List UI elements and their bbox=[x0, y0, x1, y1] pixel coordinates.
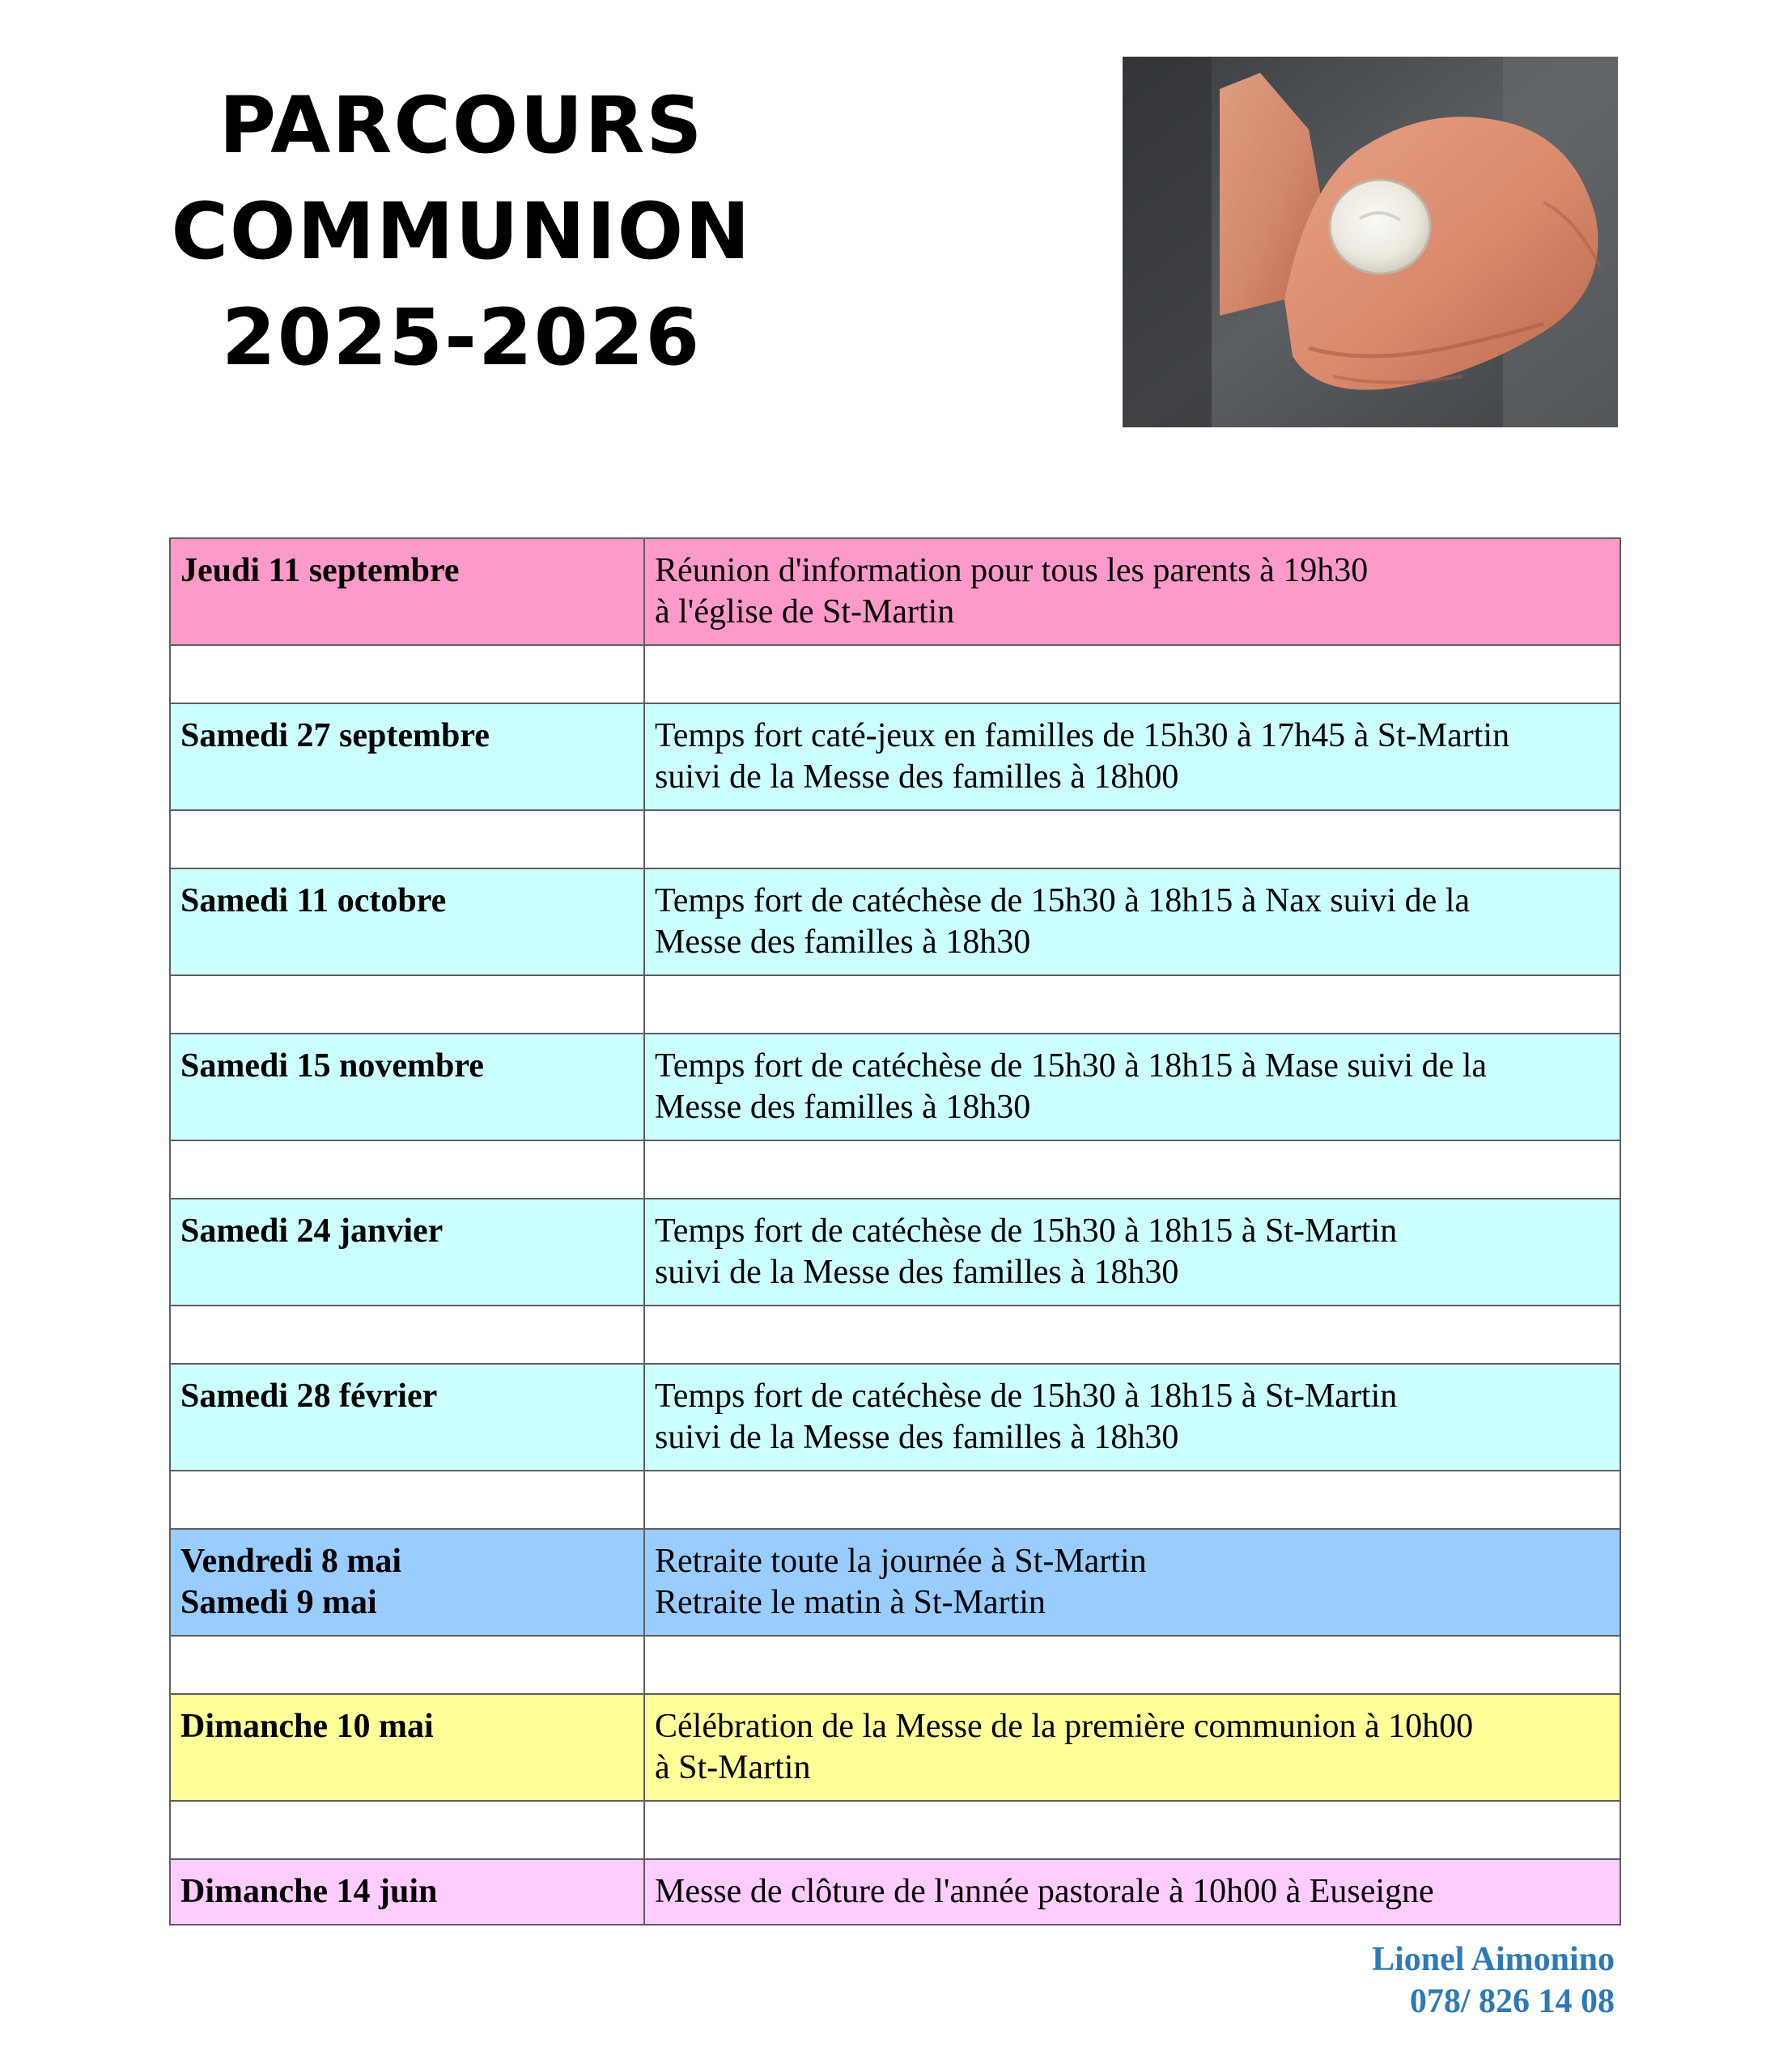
spacer-cell bbox=[170, 810, 644, 868]
spacer-row bbox=[170, 1636, 1620, 1694]
event-description-line: Messe des familles à 18h30 bbox=[655, 1089, 1031, 1126]
event-description-line: Messe des familles à 18h30 bbox=[655, 923, 1031, 961]
event-date-line: Jeudi 11 septembre bbox=[180, 552, 460, 589]
event-description-line: suivi de la Messe des familles à 18h30 bbox=[655, 1419, 1179, 1456]
contact-name: Lionel Aimonino bbox=[1372, 1941, 1615, 1978]
event-description bbox=[644, 538, 1620, 645]
event-description-line: Messe de clôture de l'année pastorale à 10h00 à Euseigne bbox=[655, 1873, 1434, 1910]
event-description bbox=[644, 868, 1620, 975]
title-line-2: COMMUNION bbox=[171, 186, 752, 277]
schedule-row bbox=[170, 1034, 1620, 1140]
event-description-line: Retraite toute la journée à St-Martin bbox=[655, 1543, 1147, 1580]
event-description-line: à l'église de St-Martin bbox=[655, 593, 955, 631]
spacer-cell bbox=[170, 645, 644, 703]
hands-holding-host-photo bbox=[1123, 57, 1618, 427]
event-date-line: Samedi 15 novembre bbox=[180, 1047, 484, 1085]
spacer-cell bbox=[644, 975, 1620, 1034]
event-date-line: Samedi 28 février bbox=[180, 1378, 438, 1415]
spacer-cell bbox=[644, 1636, 1620, 1694]
spacer-cell bbox=[644, 1801, 1620, 1859]
spacer-row bbox=[170, 810, 1620, 868]
event-description bbox=[644, 1859, 1620, 1925]
event-description-line: Temps fort de catéchèse de 15h30 à 18h15 à St-Martin bbox=[655, 1212, 1398, 1250]
event-description bbox=[644, 1199, 1620, 1306]
spacer-cell bbox=[644, 1306, 1620, 1364]
event-description bbox=[644, 1529, 1620, 1636]
event-date bbox=[170, 1529, 644, 1636]
event-date-line: Vendredi 8 mai bbox=[180, 1543, 402, 1580]
event-description-line: Célébration de la Messe de la première communion à 10h00 bbox=[655, 1708, 1474, 1745]
event-description-line: suivi de la Messe des familles à 18h00 bbox=[655, 758, 1179, 796]
spacer-row bbox=[170, 1801, 1620, 1859]
event-description-line: Temps fort de catéchèse de 15h30 à 18h15 à St-Martin bbox=[655, 1378, 1398, 1415]
event-date bbox=[170, 1034, 644, 1140]
schedule-row bbox=[170, 703, 1620, 810]
event-description-line: Réunion d'information pour tous les parents à 19h30 bbox=[655, 552, 1369, 589]
spacer-cell bbox=[644, 1471, 1620, 1529]
event-date bbox=[170, 868, 644, 975]
event-date-line: Samedi 9 mai bbox=[180, 1584, 377, 1621]
spacer-cell bbox=[170, 1801, 644, 1859]
spacer-row bbox=[170, 1140, 1620, 1199]
spacer-cell bbox=[170, 1636, 644, 1694]
event-date-line: Dimanche 14 juin bbox=[180, 1873, 438, 1910]
event-description-line: Temps fort de catéchèse de 15h30 à 18h15 à Nax suivi de la bbox=[655, 882, 1471, 919]
schedule-row bbox=[170, 1364, 1620, 1471]
schedule-row bbox=[170, 1859, 1620, 1925]
event-date-line: Dimanche 10 mai bbox=[180, 1708, 434, 1745]
contact-block bbox=[1372, 1938, 1615, 2023]
event-date-line: Samedi 27 septembre bbox=[180, 717, 490, 754]
schedule-table bbox=[169, 537, 1621, 1926]
spacer-row bbox=[170, 975, 1620, 1034]
event-description bbox=[644, 703, 1620, 810]
schedule-row bbox=[170, 1694, 1620, 1801]
title-line-1: PARCOURS bbox=[219, 80, 704, 171]
spacer-cell bbox=[644, 645, 1620, 703]
event-date-line: Samedi 24 janvier bbox=[180, 1212, 444, 1250]
spacer-row bbox=[170, 645, 1620, 703]
spacer-cell bbox=[170, 1471, 644, 1529]
event-date bbox=[170, 538, 644, 645]
event-description-line: Temps fort de catéchèse de 15h30 à 18h15 à Mase suivi de la bbox=[655, 1047, 1488, 1085]
page-title bbox=[129, 73, 793, 391]
spacer-cell bbox=[170, 1306, 644, 1364]
event-description-line: à St-Martin bbox=[655, 1749, 811, 1786]
event-date-line: Samedi 11 octobre bbox=[180, 882, 447, 919]
schedule-body bbox=[170, 538, 1620, 1925]
spacer-row bbox=[170, 1306, 1620, 1364]
event-date bbox=[170, 1859, 644, 1925]
event-date bbox=[170, 1199, 644, 1306]
schedule-row bbox=[170, 1529, 1620, 1636]
event-date bbox=[170, 1364, 644, 1471]
spacer-cell bbox=[170, 975, 644, 1034]
event-date bbox=[170, 703, 644, 810]
event-description bbox=[644, 1364, 1620, 1471]
event-description-line: Temps fort caté-jeux en familles de 15h30 à 17h45 à St-Martin bbox=[655, 717, 1510, 754]
spacer-cell bbox=[170, 1140, 644, 1199]
schedule-row bbox=[170, 1199, 1620, 1306]
spacer-row bbox=[170, 1471, 1620, 1529]
spacer-cell bbox=[644, 810, 1620, 868]
event-description-line: Retraite le matin à St-Martin bbox=[655, 1584, 1046, 1621]
event-date bbox=[170, 1694, 644, 1801]
contact-phone: 078/ 826 14 08 bbox=[1409, 1983, 1615, 2020]
schedule-row bbox=[170, 868, 1620, 975]
title-line-3: 2025-2026 bbox=[221, 292, 702, 383]
event-description bbox=[644, 1694, 1620, 1801]
schedule-row bbox=[170, 538, 1620, 645]
spacer-cell bbox=[644, 1140, 1620, 1199]
event-description bbox=[644, 1034, 1620, 1140]
event-description-line: suivi de la Messe des familles à 18h30 bbox=[655, 1254, 1179, 1291]
